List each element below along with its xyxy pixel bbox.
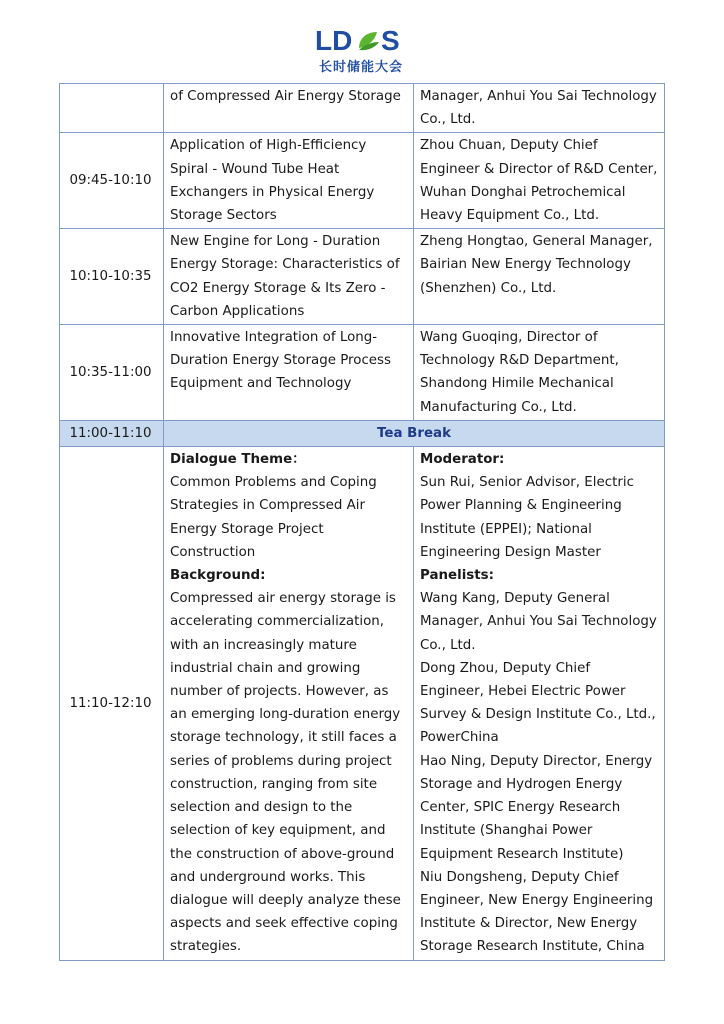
panelist: Hao Ning, Deputy Director, Energy Storage and Hydrogen Energy Center, SPIC Energy Research Institute (Shanghai Power Equipment Research Institute) — [420, 753, 653, 862]
speaker-cell: Manager, Anhui You Sai Technology Co., Ltd. — [414, 84, 665, 133]
table-row — [60, 325, 665, 421]
panelist: Dong Zhou, Deputy Chief Engineer, Hebei Electric Power Survey & Design Institute Co., Ltd., PowerChina — [420, 660, 656, 746]
svg-text:LD: LD — [315, 26, 353, 54]
schedule-table — [59, 83, 665, 961]
topic-cell: Innovative Integration of Long-Duration Energy Storage Process Equipment and Technology — [164, 325, 414, 421]
speaker-cell: Wang Guoqing, Director of Technology R&D Department, Shandong Himile Mechanical Manufacturing Co., Ltd. — [414, 325, 665, 421]
time-cell: 11:10-12:10 — [60, 447, 164, 960]
tea-break-row — [60, 420, 665, 446]
logo-subtitle: 长时储能大会 — [318, 60, 403, 75]
table-row — [60, 133, 665, 229]
time-cell — [60, 84, 164, 133]
panelist: Wang Kang, Deputy General Manager, Anhui You Sai Technology Co., Ltd. — [420, 591, 657, 653]
topic-cell: Application of High-Efficiency Spiral - Wound Tube Heat Exchangers in Physical Energy Storage Sectors — [164, 133, 414, 229]
dialogue-people-cell — [414, 447, 665, 960]
ldes-wordmark-icon — [315, 26, 407, 54]
table-row — [60, 84, 665, 133]
moderator-heading: Moderator: — [420, 452, 505, 468]
dialogue-theme: Common Problems and Coping Strategies in Compressed Air Energy Storage Project Construction — [170, 475, 377, 560]
panelist: Niu Dongsheng, Deputy Chief Engineer, New Energy Engineering Institute & Director, New Energy Storage Research Institute, China — [420, 869, 654, 955]
time-cell: 09:45-10:10 — [60, 133, 164, 229]
topic-cell: of Compressed Air Energy Storage — [164, 84, 414, 133]
speaker-cell: Zhou Chuan, Deputy Chief Engineer & Director of R&D Center, Wuhan Donghai Petrochemical Heavy Equipment Co., Ltd. — [414, 133, 665, 229]
background-heading: Background: — [170, 568, 266, 584]
dialogue-topic-cell — [164, 447, 414, 960]
svg-text:S: S — [381, 26, 400, 54]
tea-break-label: Tea Break — [164, 420, 665, 446]
time-cell: 10:10-10:35 — [60, 229, 164, 325]
time-cell: 10:35-11:00 — [60, 325, 164, 421]
moderator: Sun Rui, Senior Advisor, Electric Power Planning & Engineering Institute (EPPEI); National Engineering Design Master — [420, 475, 634, 560]
dialogue-theme-heading: Dialogue Theme： — [170, 452, 306, 468]
topic-cell: New Engine for Long - Duration Energy Storage: Characteristics of CO2 Energy Storage & Its Zero - Carbon Applications — [164, 229, 414, 325]
panelists-heading: Panelists: — [420, 568, 494, 584]
background-text: Compressed air energy storage is accelerating commercialization, with an increasingly mature industrial chain and growing number of projects. However, as an emerging long-duration energy storage technology, it still faces a series of problems during project construction, ranging from site selection and design to the selection of key equipment, and the construction of above-ground and underground works. This dialogue will deeply analyze these aspects and seek effective coping strategies. — [170, 591, 401, 955]
table-row — [60, 229, 665, 325]
dialogue-row — [60, 447, 665, 960]
ldes-logo — [311, 26, 411, 76]
time-cell: 11:00-11:10 — [60, 420, 164, 446]
speaker-cell: Zheng Hongtao, General Manager, Bairian New Energy Technology (Shenzhen) Co., Ltd. — [414, 229, 665, 325]
